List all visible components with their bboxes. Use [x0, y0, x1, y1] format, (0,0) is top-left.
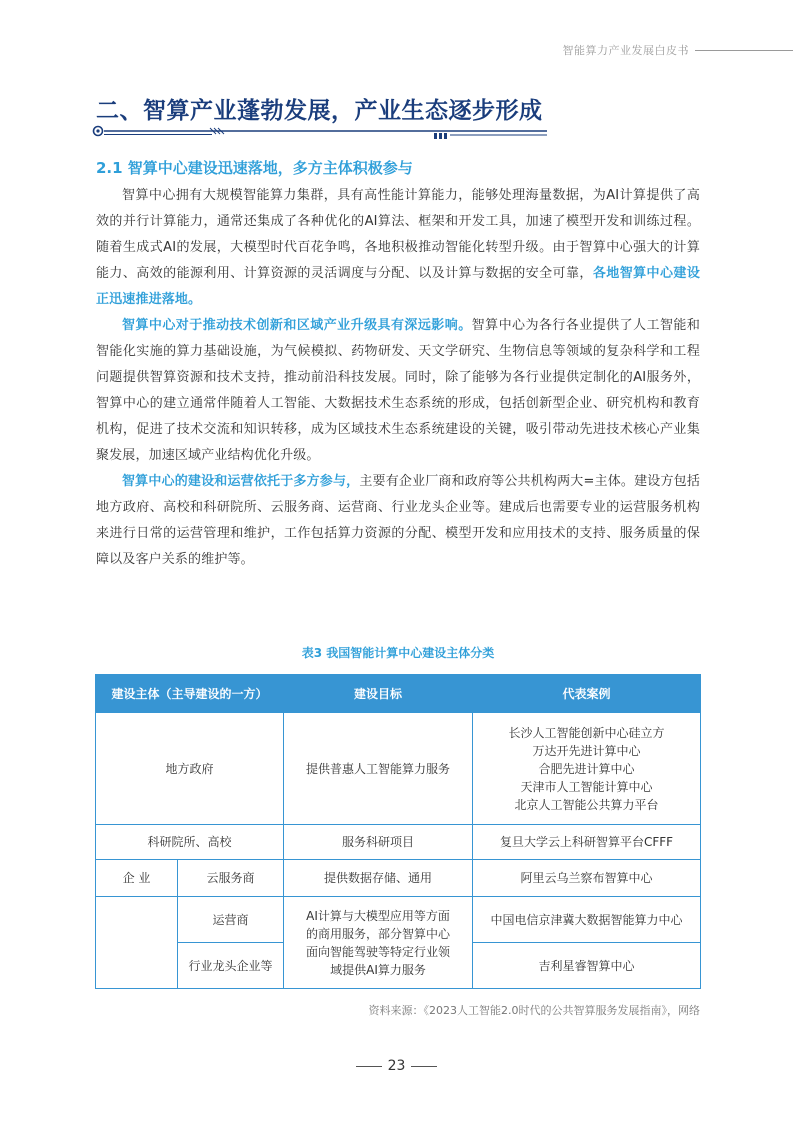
paragraph-2-text: 智算中心为各行各业提供了人工智能和智能化实施的算力基础设施，为气候模拟、药物研发、天文学研究、生物信息等领域的复杂科学和工程问题提供智算资源和技术支持，推动前沿科技发展。同时，除了能够为各行业提供定制化的AI服务外，智算中心的建立通常伴随着人工智能、大数据技术生态系统的形成，包括创新型企业、研究机构和教育机构，促进了技术交流和知识转移，成为区域技术生态系统建设的关键，吸引带动先进技术核心产业集聚发展，加速区域产业结构优化升级。 — [96, 318, 700, 463]
header-rule — [695, 50, 793, 51]
paragraph-1-highlight: 各地智算中心建设正迅速推进落地。 — [96, 266, 700, 307]
page-number-left-rule — [356, 1066, 382, 1067]
table-cell-entity: 云服务商 — [178, 860, 284, 897]
goal-line: 面向智能驾驶等特定行业领 — [306, 944, 451, 959]
entity-table — [95, 674, 701, 989]
paragraph-3-text: 主要有企业厂商和政府等公共机构两大=主体。建设方包括地方政府、高校和科研院所、云服务商、运营商、行业龙头企业等。建成后也需要专业的运营服务机构来进行日常的运营管理和维护，工作包括算力资源的分配、模型开发和应用技术的支持、服务质量的保障以及客户关系的维护等。 — [96, 474, 700, 567]
table-header-entity: 建设主体（主导建设的一方） — [96, 675, 284, 713]
table-cell-case: 阿里云乌兰察布智算中心 — [473, 860, 701, 897]
paragraph-3 — [96, 469, 700, 573]
table-header-row — [96, 675, 701, 713]
paragraph-2 — [96, 313, 700, 469]
table-cell-group-empty — [96, 897, 178, 989]
table-cell-entity: 运营商 — [178, 897, 284, 943]
subsection-title: 2.1 智算中心建设迅速落地，多方主体积极参与 — [96, 159, 413, 177]
case-item: 天津市人工智能计算中心 — [520, 779, 653, 794]
source-note: 资料来源：《2023人工智能2.0时代的公共智算服务发展指南》，网络 — [368, 1004, 700, 1017]
page-number: 23 — [387, 1058, 406, 1074]
running-header — [563, 40, 793, 60]
title-underline-decoration — [92, 124, 552, 140]
table-cell-cases — [473, 713, 701, 825]
header-title: 智能算力产业发展白皮书 — [562, 44, 689, 57]
table-cell-goal: 提供数据存储、通用 — [284, 860, 473, 897]
goal-line: AI计算与大模型应用等方面 — [306, 908, 450, 923]
table-header-cases: 代表案例 — [473, 675, 701, 713]
table-cell-case: 吉利星睿智算中心 — [473, 943, 701, 989]
paragraph-3-highlight: 智算中心的建设和运营依托于多方参与， — [122, 474, 360, 489]
table-cell-case: 中国电信京津冀大数据智能算力中心 — [473, 897, 701, 943]
body-text — [96, 183, 700, 573]
paragraph-2-highlight: 智算中心对于推动技术创新和区域产业升级具有深远影响。 — [122, 318, 472, 333]
table-cell-goal: 提供普惠人工智能算力服务 — [284, 713, 473, 825]
case-item: 北京人工智能公共算力平台 — [514, 797, 659, 812]
table-cell-goal: 服务科研项目 — [284, 825, 473, 860]
case-item: 合肥先进计算中心 — [538, 761, 635, 776]
table-cell-group: 企 业 — [96, 860, 178, 897]
table-caption: 表3 我国智能计算中心建设主体分类 — [301, 646, 495, 660]
paragraph-1 — [96, 183, 700, 313]
table-cell-entity: 地方政府 — [96, 713, 284, 825]
table-cell-entity: 科研院所、高校 — [96, 825, 284, 860]
page-footer — [0, 1058, 793, 1074]
case-item: 长沙人工智能创新中心硅立方 — [508, 725, 665, 740]
table-row — [96, 825, 701, 860]
case-item: 万达开先进计算中心 — [532, 743, 641, 758]
table-cell-goal-shared — [284, 897, 473, 989]
paragraph-1-text: 智算中心拥有大规模智能算力集群，具有高性能计算能力，能够处理海量数据，为AI计算提供了高效的并行计算能力，通常还集成了各种优化的AI算法、框架和开发工具，加速了模型开发和训练过程。随着生成式AI的发展，大模型时代百花争鸣，各地积极推动智能化转型升级。由于智算中心强大的计算能力、高效的能源利用、计算资源的灵活调度与分配、以及计算与数据的安全可靠， — [96, 188, 700, 281]
table-header-goal: 建设目标 — [284, 675, 473, 713]
goal-line: 的商用服务，部分智算中心 — [306, 926, 451, 941]
table-row — [96, 713, 701, 825]
table-cell-entity: 行业龙头企业等 — [178, 943, 284, 989]
page-number-right-rule — [411, 1066, 437, 1067]
table-row — [96, 897, 701, 943]
table-cell-case: 复旦大学云上科研智算平台CFFF — [473, 825, 701, 860]
section-title: 二、智算产业蓬勃发展，产业生态逐步形成 — [96, 98, 543, 124]
table-row — [96, 860, 701, 897]
goal-line: 域提供AI算力服务 — [330, 962, 426, 977]
